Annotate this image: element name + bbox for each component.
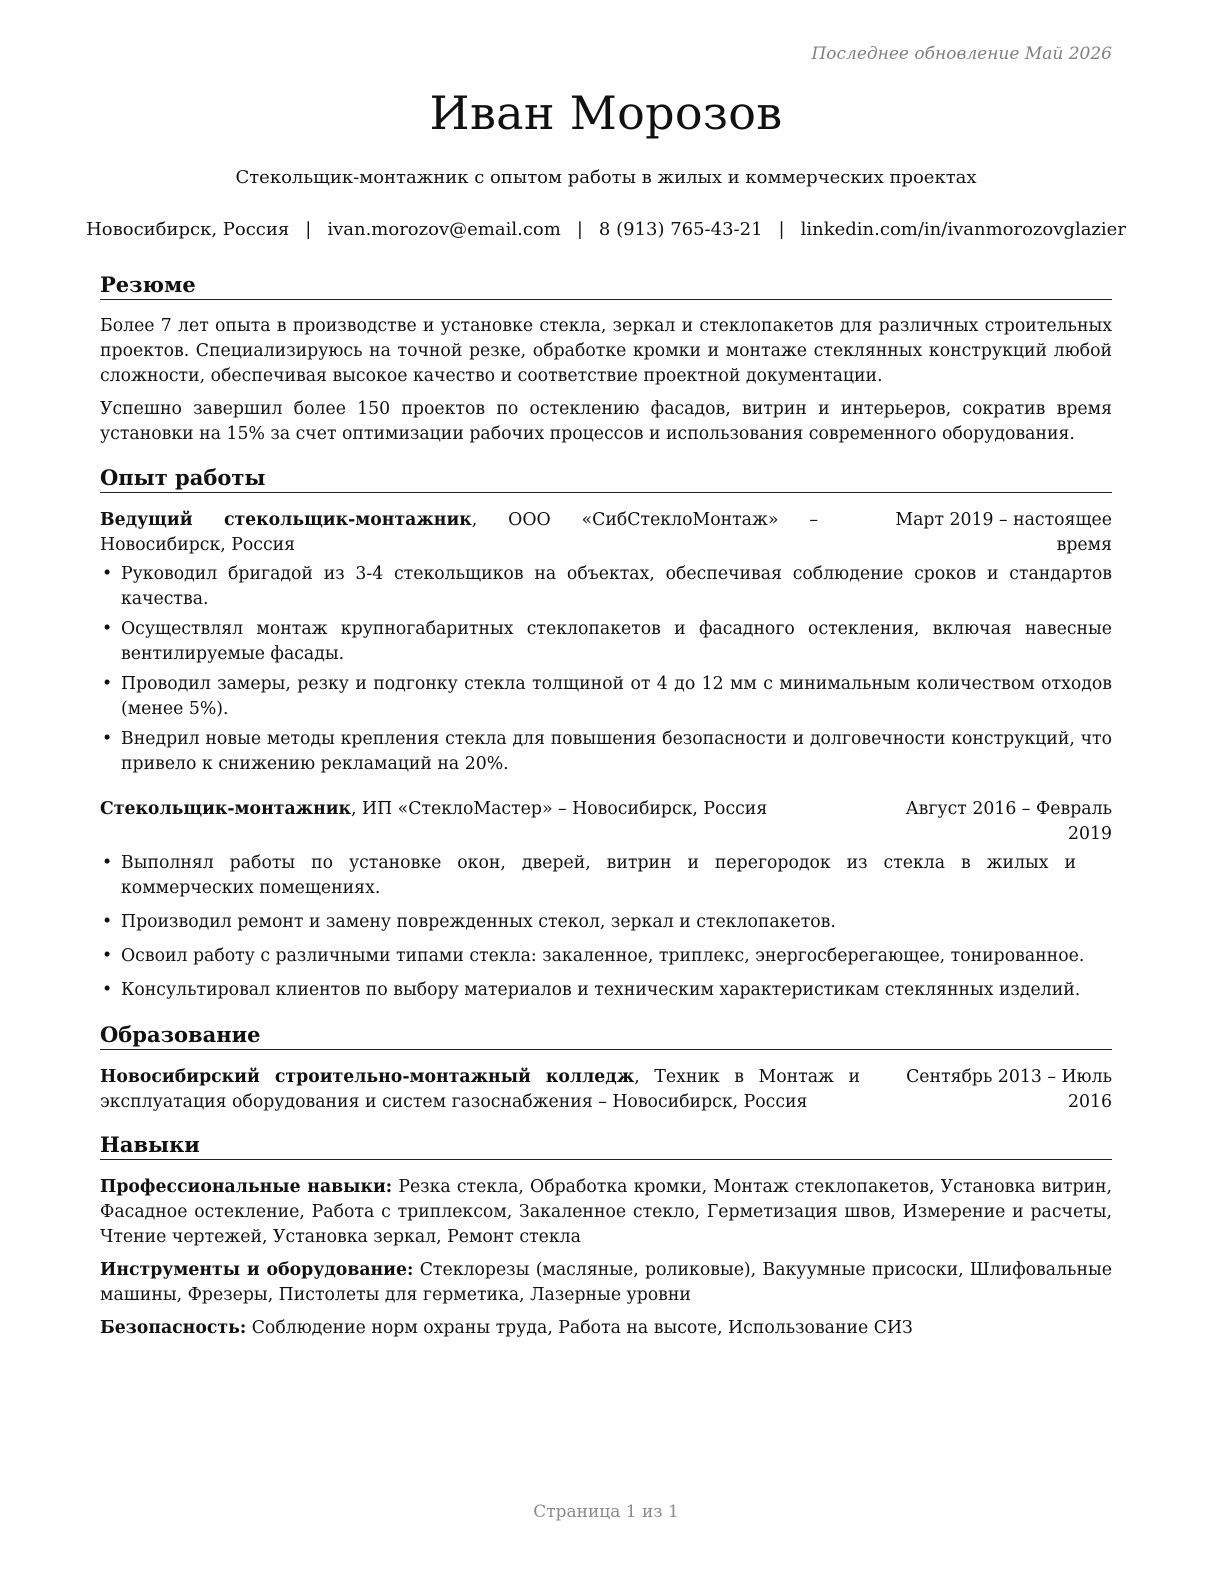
list-item: • Проводил замеры, резку и подгонку стекла толщиной от 4 до 12 мм с минимальным количеством отходов (менее 5%). (102, 674, 1112, 719)
education-school: Новосибирский строительно-монтажный колледж (100, 1067, 635, 1087)
summary-section (100, 272, 1112, 447)
education-dates: Сентябрь 2013 – Июль 2016 (906, 1067, 1112, 1112)
education-title-line (100, 1065, 860, 1115)
job-bullets (100, 562, 1112, 777)
bullet-icon: • (102, 674, 113, 694)
job-header (100, 797, 1112, 847)
skill-group (100, 1258, 1112, 1308)
contact-linkedin[interactable]: linkedin.com/in/ivanmorozovglazier (800, 219, 1126, 240)
bullet-icon: • (102, 980, 113, 1000)
skill-group-label: Профессиональные навыки: (100, 1177, 393, 1197)
skill-group (100, 1175, 1112, 1250)
bullet-icon: • (102, 946, 113, 966)
list-item: • Выполнял работы по установке окон, дверей, витрин и перегородок из стекла в жилых и коммерческих помещениях. (102, 853, 1076, 898)
skill-group (100, 1316, 1112, 1341)
bullet-icon: • (102, 619, 113, 639)
skills-section (100, 1132, 1112, 1341)
list-item: • Осуществлял монтаж крупногабаритных стеклопакетов и фасадного остекления, включая навесные вентилируемые фасады. (102, 619, 1112, 664)
experience-section (100, 465, 1112, 1003)
job-company: , ООО «СибСтеклоМонтаж» – Новосибирск, Россия (100, 510, 818, 555)
list-item: • Руководил бригадой из 3-4 стекольщиков на объектах, обеспечивая соблюдение сроков и стандартов качества. (102, 564, 1112, 609)
skill-group-label: Безопасность: (100, 1318, 247, 1338)
job-dates: Август 2016 – Февраль 2019 (905, 799, 1112, 844)
skill-group-items: Соблюдение норм охраны труда, Работа на высоте, Использование СИЗ (251, 1318, 913, 1338)
contact-line (86, 219, 1126, 240)
list-item: • Производил ремонт и замену поврежденных стекол, зеркал и стеклопакетов. (100, 910, 1112, 935)
summary-paragraph: Успешно завершил более 150 проектов по остеклению фасадов, витрин и интерьеров, сократив время установки на 15% за счет оптимизации рабочих процессов и использования современного оборудования. (100, 399, 1112, 444)
job-position: Стекольщик-монтажник (100, 799, 352, 819)
resume-page (86, 0, 1126, 1584)
bullet-icon: • (102, 853, 113, 873)
education-details: , Техник в Монтаж и эксплуатация оборудования и систем газоснабжения – Новосибирск, Россия (100, 1067, 860, 1112)
bullet-icon: • (102, 729, 113, 749)
last-updated-note: Последнее обновление Май 2026 (811, 44, 1112, 64)
job-title-line (100, 797, 767, 822)
section-title-summary: Резюме (100, 272, 1112, 300)
candidate-name: Иван Морозов (429, 86, 783, 140)
section-title-skills: Навыки (100, 1132, 1112, 1160)
contact-separator: | (576, 219, 583, 240)
education-header (100, 1065, 1112, 1115)
bullet-icon: • (102, 912, 113, 932)
skill-group-items: Резка стекла, Обработка кромки, Монтаж стеклопакетов, Установка витрин, Фасадное остекление, Работа с триплексом, Закаленное стекло, Герметизация швов, Измерение и расчеты, Чтение чертежей, Установка зеркал, Ремонт стекла (100, 1177, 1112, 1247)
job-dates: Март 2019 – настоящее время (895, 510, 1112, 555)
summary-paragraph: Более 7 лет опыта в производстве и установке стекла, зеркал и стеклопакетов для различных строительных проектов. Специализируюсь на точной резке, обработке кромки и монтаже стеклянных конструкций любой сложности, обеспечивая высокое качество и соответствие проектной документации. (100, 316, 1112, 386)
bullet-icon: • (102, 564, 113, 584)
candidate-tagline: Стекольщик-монтажник с опытом работы в жилых и коммерческих проектах (235, 167, 977, 188)
page-number: Страница 1 из 1 (533, 1502, 679, 1522)
contact-separator: | (778, 219, 785, 240)
job-title-line (100, 508, 818, 558)
list-item: • Консультировал клиентов по выбору материалов и техническим характеристикам стеклянных изделий. (100, 978, 1112, 1003)
job-bullets (100, 851, 1112, 1003)
contact-email[interactable]: ivan.morozov@email.com (327, 219, 561, 240)
section-title-education: Образование (100, 1022, 1112, 1050)
list-item: • Освоил работу с различными типами стекла: закаленное, триплекс, энергосберегающее, тонированное. (100, 944, 1112, 969)
job-position: Ведущий стекольщик-монтажник (100, 510, 472, 530)
education-section (100, 1022, 1112, 1115)
section-title-experience: Опыт работы (100, 465, 1112, 493)
skill-group-label: Инструменты и оборудование: (100, 1260, 414, 1280)
skill-group-items: Стеклорезы (масляные, роликовые), Вакуумные присоски, Шлифовальные машины, Фрезеры, Пистолеты для герметика, Лазерные уровни (100, 1260, 1112, 1305)
job-company: , ИП «СтеклоМастер» – Новосибирск, Россия (351, 799, 768, 819)
job-header (100, 508, 1112, 558)
contact-phone[interactable]: 8 (913) 765-43-21 (598, 219, 763, 240)
list-item: • Внедрил новые методы крепления стекла для повышения безопасности и долговечности конструкций, что привело к снижению рекламаций на 20%. (102, 729, 1112, 774)
contact-separator: | (305, 219, 312, 240)
contact-location: Новосибирск, Россия (86, 219, 290, 240)
